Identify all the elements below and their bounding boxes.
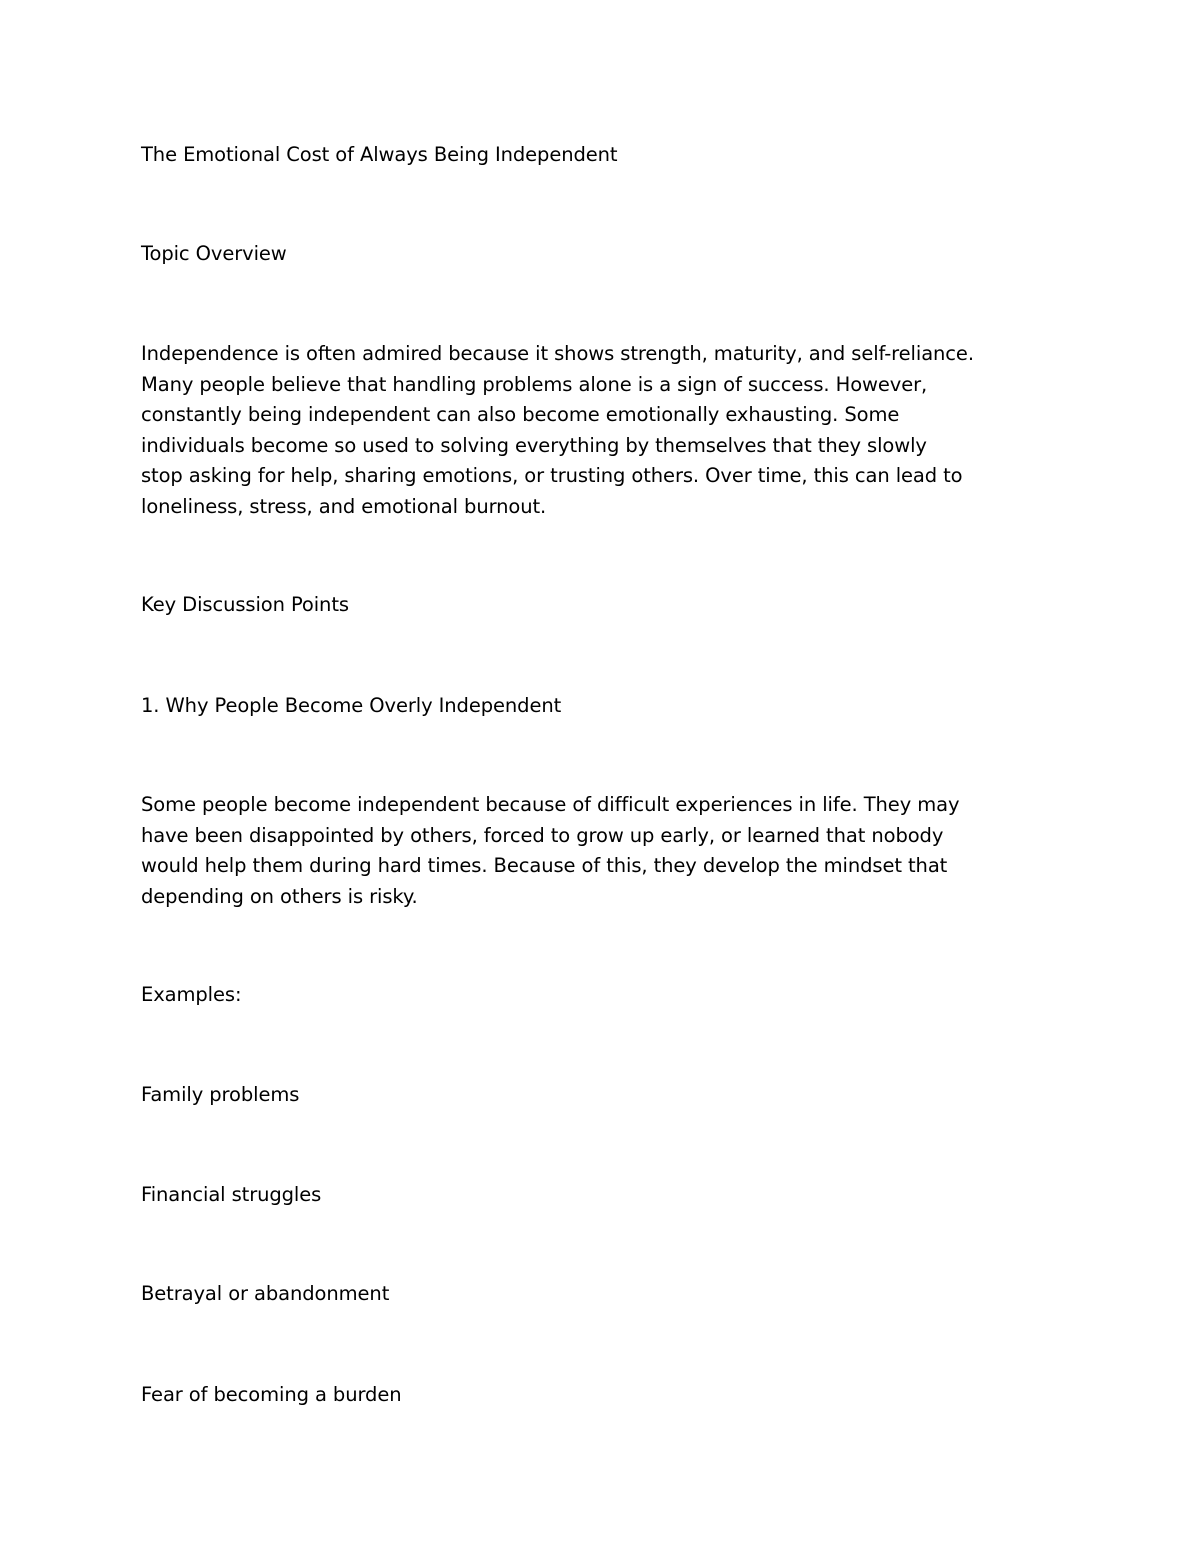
section-heading-overview: Topic Overview [141,242,287,265]
paragraph-line: Many people believe that handling problems alone is a sign of success. However, [141,372,928,396]
point-1-heading: 1. Why People Become Overly Independent [141,694,562,717]
paragraph-line: individuals become so used to solving everything by themselves that they slowly [141,433,927,457]
paragraph-line: would help them during hard times. Because of this, they develop the mindset that [141,854,948,877]
example-item: Betrayal or abandonment [141,1282,390,1305]
paragraph-line: depending on others is risky. [141,884,418,908]
overview-paragraph [141,339,1071,522]
example-item: Fear of becoming a burden [141,1383,402,1406]
examples-label: Examples: [141,983,242,1006]
section-heading-key-points: Key Discussion Points [141,593,349,616]
example-item: Financial struggles [141,1183,322,1206]
paragraph-line: stop asking for help, sharing emotions, or trusting others. Over time, this can lead to [141,464,963,487]
document-title: The Emotional Cost of Always Being Independent [141,143,618,166]
paragraph-line: constantly being independent can also become emotionally exhausting. Some [141,403,900,426]
point-1-paragraph [141,790,1071,912]
paragraph-line: have been disappointed by others, forced to grow up early, or learned that nobody [141,823,944,847]
paragraph-line: Some people become independent because of difficult experiences in life. They may [141,793,960,816]
paragraph-line: Independence is often admired because it shows strength, maturity, and self-reliance. [141,342,974,365]
paragraph-line: loneliness, stress, and emotional burnout. [141,494,547,518]
example-item: Family problems [141,1083,300,1106]
